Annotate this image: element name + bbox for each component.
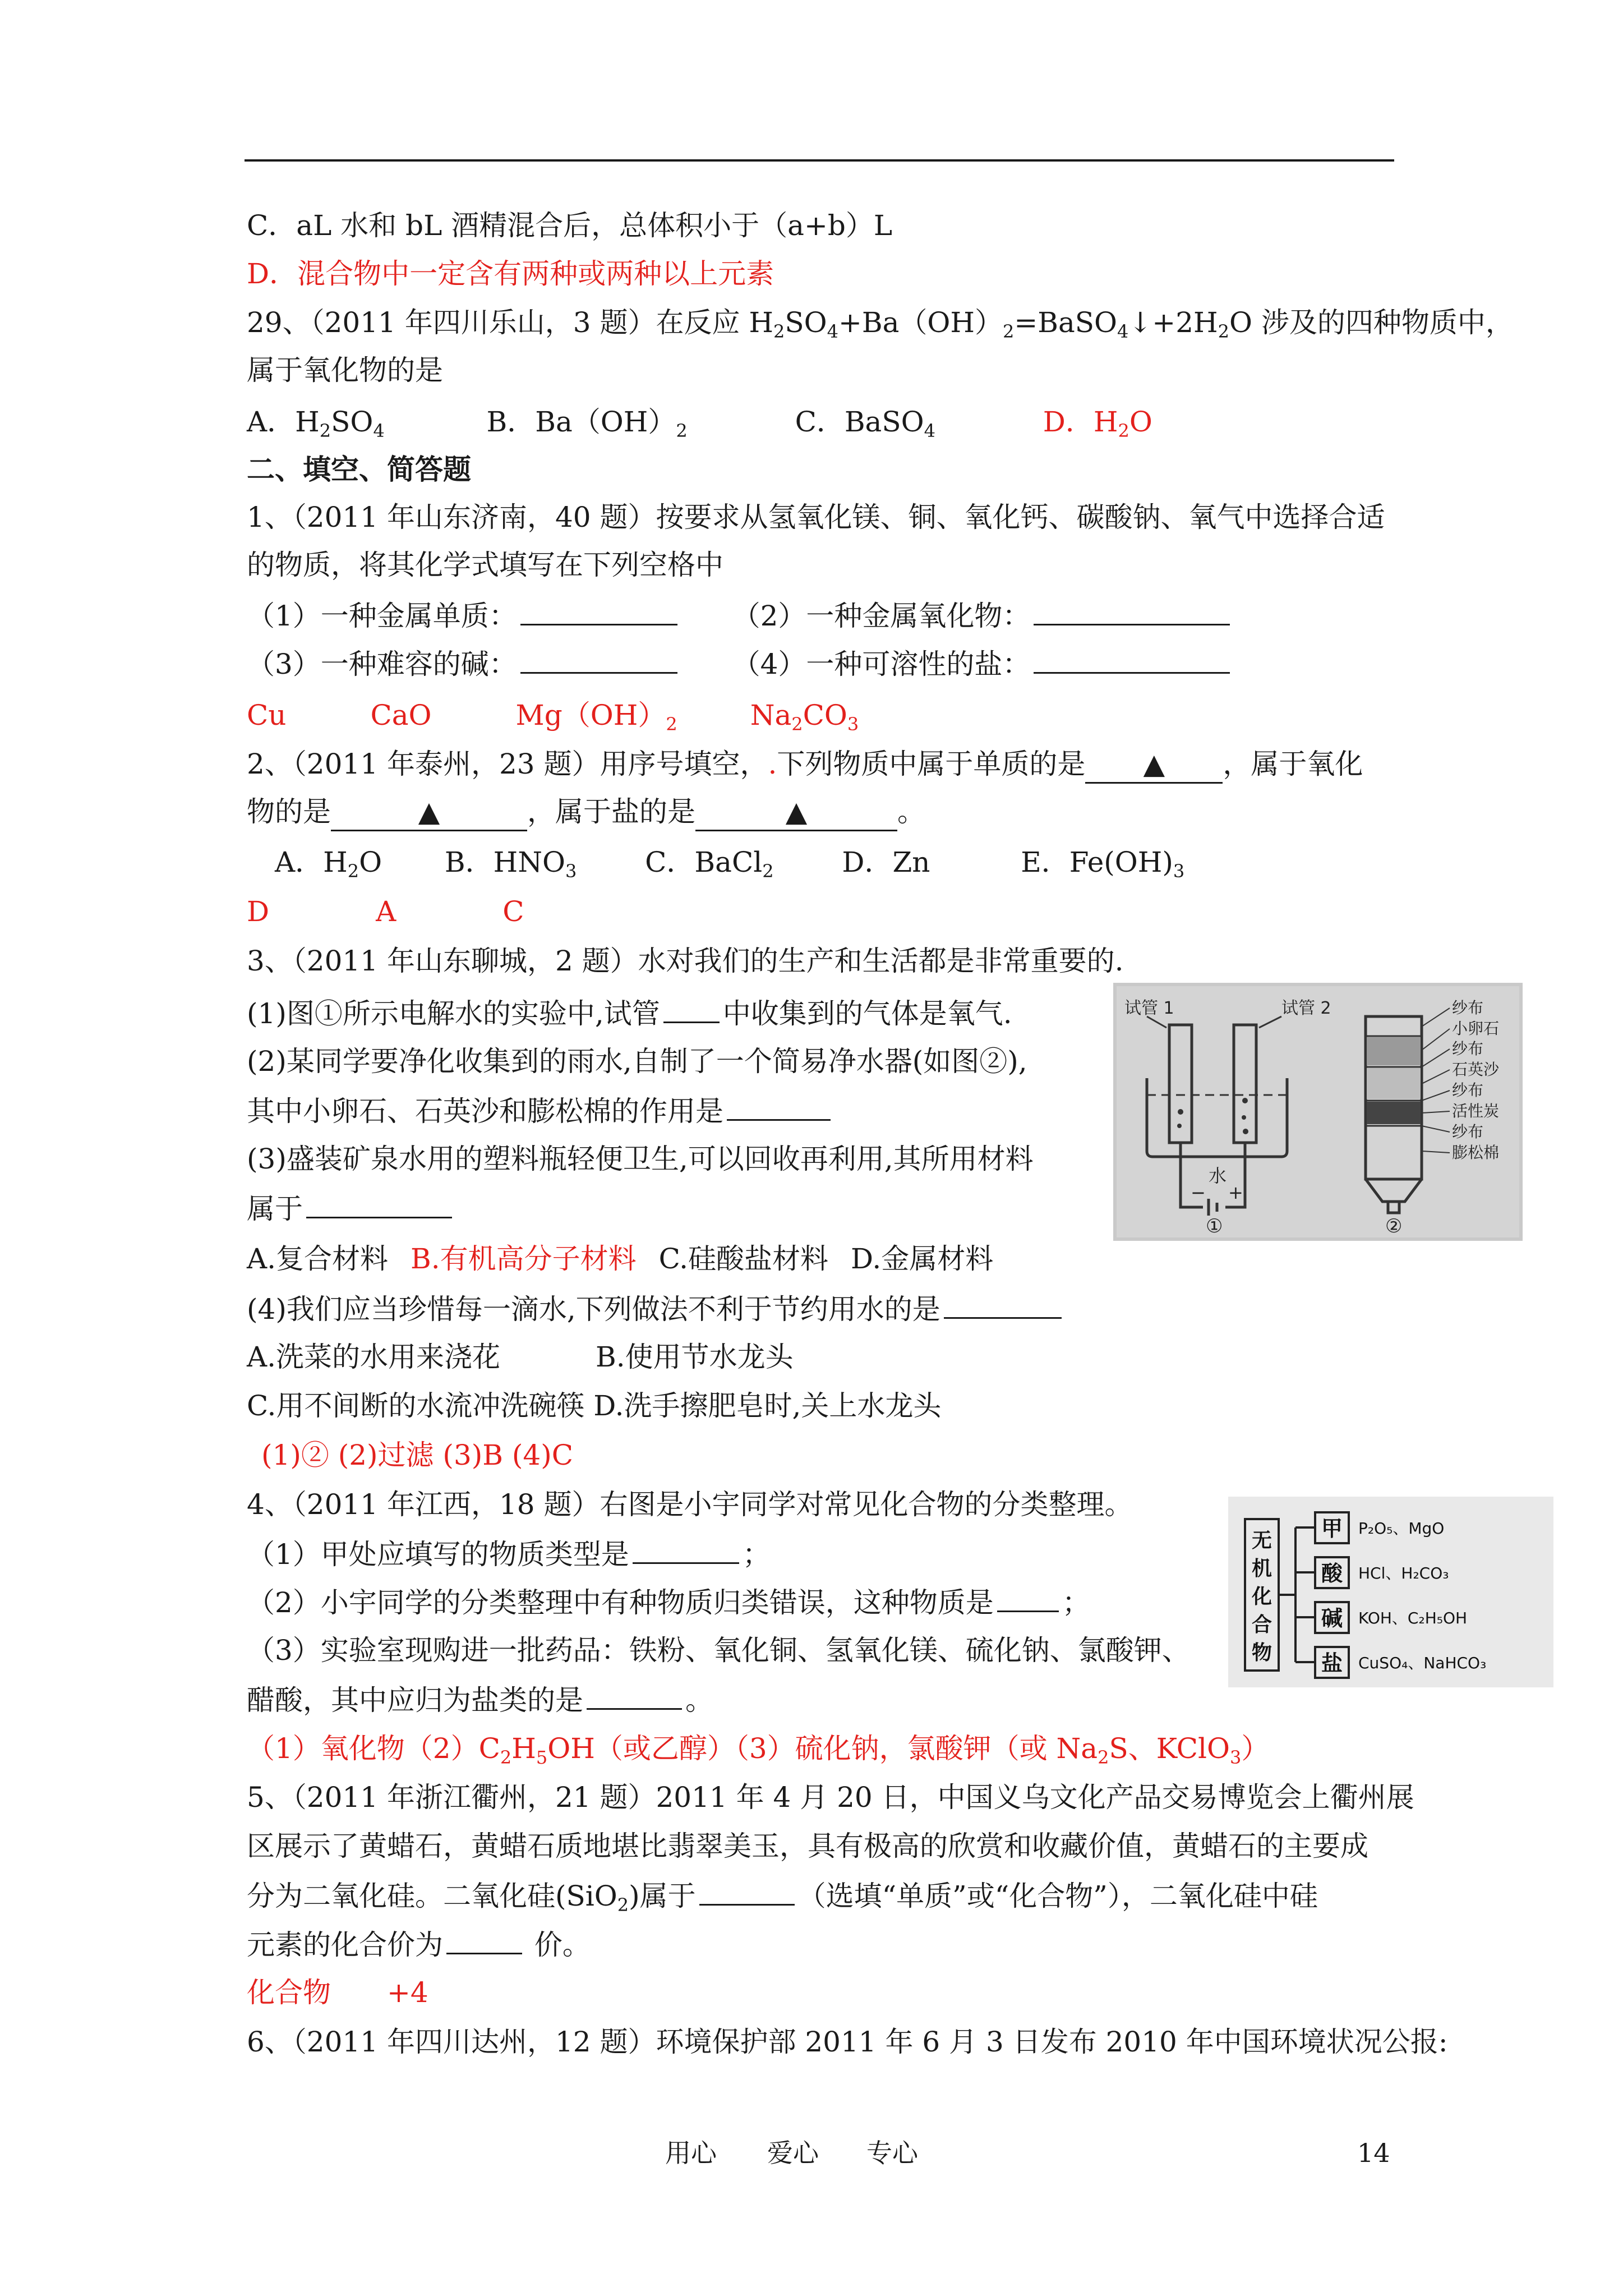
q3-part3-answer: B.有机高分子材料	[411, 1243, 637, 1275]
q5-stem-line3: 分为二氧化硅。二氧化硅(SiO$_2$)属于 （选填“单质”或“化合物”），二氧化硅中硅	[247, 1877, 1318, 1914]
answer-blank[interactable]: ▲	[1085, 746, 1223, 784]
svg-text:甲: 甲	[1321, 1516, 1343, 1541]
q5-stem-line4: 元素的化合价为 价。	[247, 1926, 591, 1963]
svg-text:石英沙: 石英沙	[1452, 1060, 1500, 1079]
svg-text:盐: 盐	[1321, 1651, 1343, 1676]
q29-option-c: C．BaSO$_4$	[795, 406, 935, 441]
svg-text:化: 化	[1252, 1585, 1272, 1608]
q6-stem: 6、（2011 年四川达州，12 题）环境保护部 2011 年 6 月 3 日发布 2010 年中国环境状况公报:	[247, 2026, 1448, 2058]
svg-text:纱布: 纱布	[1452, 1122, 1484, 1141]
header-rule	[245, 159, 1394, 162]
figure-compound-classification	[1228, 1497, 1553, 1687]
section-title: 二、填空、简答题	[247, 453, 471, 486]
q3-part4-options-ab: A.洗菜的水用来浇花 B.使用节水龙头	[247, 1341, 794, 1373]
footer-motto-1: 用心	[665, 2138, 717, 2168]
q3-part3-line2: 属于	[247, 1190, 455, 1227]
q29-stem: 29、（2011 年四川乐山，3 题）在反应 $H_2SO_4+Ba(OH)_2=BaSO_4↓+2H_2O$ 涉及的四种物质中，	[247, 306, 1514, 342]
q29-options	[247, 404, 1152, 440]
answer-blank[interactable]	[520, 597, 677, 625]
svg-text:−: −	[1191, 1182, 1206, 1203]
answer-blank[interactable]	[446, 1926, 522, 1954]
prev-option-c: C．aL 水和 bL 酒精混合后，总体积小于（a+b）L	[247, 209, 893, 242]
q2-answers: D A C	[247, 895, 524, 928]
q29-option-a: A．$H_2SO_4$	[247, 406, 385, 441]
q1-stem-line2: 的物质，将其化学式填写在下列空格中	[247, 549, 723, 581]
svg-text:KOH、C₂H₅OH: KOH、C₂H₅OH	[1358, 1609, 1468, 1627]
answer-blank[interactable]	[727, 1092, 831, 1121]
answer-blank[interactable]	[520, 645, 677, 674]
svg-text:碱: 碱	[1321, 1606, 1343, 1631]
svg-text:物: 物	[1252, 1641, 1272, 1664]
answer-blank[interactable]	[306, 1190, 452, 1218]
footer-motto-3: 专心	[866, 2138, 918, 2168]
svg-text:纱布: 纱布	[1452, 1081, 1484, 1099]
q3-part4-options-cd: C.用不间断的水流冲洗碗筷 D.洗手擦肥皂时,关上水龙头	[247, 1389, 942, 1422]
svg-text:②: ②	[1385, 1215, 1403, 1237]
svg-text:HCl、H₂CO₃: HCl、H₂CO₃	[1358, 1564, 1449, 1582]
q1-parts-1-2: （1）一种金属单质： （2）一种金属氧化物：	[247, 597, 1233, 634]
answer-blank[interactable]	[587, 1681, 682, 1710]
footer-motto-2: 爱心	[767, 2138, 819, 2168]
q1-answers: Cu CaO $Mg(OH)_2$ $Na_2CO_3$	[247, 699, 859, 735]
q5-stem: 5、（2011 年浙江衢州，21 题）2011 年 4 月 20 日，中国义乌文化产品交易博览会上衢州展	[247, 1781, 1414, 1814]
q3-part3: (3)盛装矿泉水用的塑料瓶轻便卫生,可以回收再利用,其所用材料	[247, 1143, 1034, 1175]
q2-stem-line2: 物的是 ▲ ，属于盐的是 ▲ 。	[247, 794, 925, 831]
answer-blank[interactable]	[699, 1877, 795, 1906]
answer-blank[interactable]	[997, 1584, 1059, 1612]
q29-stem-line2: 属于氧化物的是	[247, 354, 443, 386]
q1-parts-3-4: （3）一种难容的碱： （4）一种可溶性的盐：	[247, 645, 1233, 682]
q4-part3: （3）实验室现购进一批药品：铁粉、氧化铜、氢氧化镁、硫化钠、氯酸钾、	[247, 1634, 1190, 1667]
svg-text:合: 合	[1252, 1613, 1272, 1636]
q3-part2-line2: 其中小卵石、石英沙和膨松棉的作用是	[247, 1092, 834, 1129]
q3-answers: (1)② (2)过滤 (3)B (4)C	[261, 1439, 573, 1471]
svg-text:活性炭: 活性炭	[1452, 1102, 1500, 1120]
q1-stem: 1、（2011 年山东济南，40 题）按要求从氢氧化镁、铜、氧化钙、碳酸钠、氧气中选择合适	[247, 501, 1385, 533]
svg-text:无: 无	[1252, 1529, 1272, 1552]
svg-text:小卵石: 小卵石	[1452, 1019, 1500, 1038]
figure-electrolysis-and-filter	[1113, 983, 1523, 1241]
q5-stem-line2: 区展示了黄蜡石，黄蜡石质地堪比翡翠美玉，具有极高的欣赏和收藏价值，黄蜡石的主要成	[247, 1830, 1368, 1862]
answer-blank[interactable]: ▲	[331, 794, 527, 831]
q3-part1: (1)图①所示电解水的实验中,试管 中收集到的气体是氧气.	[247, 995, 1012, 1032]
q2-options: A．$H_2O$ B．$HNO_3$ C．BaCl$_2$ D．Zn E．$Fe(OH)_3$	[275, 846, 1185, 882]
prev-option-d-answer: D．混合物中一定含有两种或两种以上元素	[247, 257, 774, 290]
svg-text:①: ①	[1206, 1215, 1223, 1237]
svg-text:试管 2: 试管 2	[1281, 999, 1331, 1018]
q3-stem: 3、（2011 年山东聊城，2 题）水对我们的生产和生活都是非常重要的.	[247, 945, 1124, 977]
svg-text:机: 机	[1252, 1557, 1272, 1580]
q3-part2: (2)某同学要净化收集到的雨水,自制了一个简易净水器(如图②),	[247, 1045, 1027, 1078]
answer-blank[interactable]	[633, 1535, 739, 1564]
q4-answers: （1）氧化物$(2)C_2H_5OH$（或乙醇）（3）硫化钠，氯酸钾（或 $Na_2S$、KClO$_3$）	[247, 1732, 1270, 1768]
svg-text:+: +	[1228, 1182, 1243, 1203]
q2-stem: 2、（2011 年泰州，23 题）用序号填空，.下列物质中属于单质的是 ▲ ，属于氧化	[247, 746, 1363, 784]
answer-blank[interactable]	[944, 1290, 1062, 1319]
svg-text:膨松棉: 膨松棉	[1452, 1143, 1500, 1162]
q3-part3-options: A.复合材料 B.有机高分子材料 C.硅酸盐材料 D.金属材料	[247, 1243, 994, 1275]
svg-text:纱布: 纱布	[1452, 1039, 1484, 1058]
svg-text:CuSO₄、NaHCO₃: CuSO₄、NaHCO₃	[1358, 1654, 1487, 1672]
svg-text:P₂O₅、MgO: P₂O₅、MgO	[1358, 1519, 1445, 1538]
answer-blank[interactable]	[1034, 597, 1230, 625]
q4-part2: （2）小宇同学的分类整理中有种物质归类错误，这种物质是 ；	[247, 1584, 1090, 1621]
answer-blank[interactable]	[663, 995, 720, 1023]
answer-blank[interactable]	[1034, 645, 1230, 674]
q4-part1: （1）甲处应填写的物质类型是 ；	[247, 1535, 771, 1572]
svg-text:酸: 酸	[1321, 1561, 1343, 1586]
svg-text:试管 1: 试管 1	[1124, 999, 1174, 1018]
svg-text:水: 水	[1209, 1165, 1227, 1186]
svg-text:纱布: 纱布	[1452, 999, 1484, 1017]
answer-blank[interactable]: ▲	[695, 794, 897, 831]
q3-part4: (4)我们应当珍惜每一滴水,下列做法不利于节约用水的是	[247, 1290, 1065, 1327]
classification-root-label	[1251, 1529, 1272, 1664]
q4-stem: 4、（2011 年江西，18 题）右图是小宇同学对常见化合物的分类整理。	[247, 1488, 1133, 1521]
q29-option-b: B．$Ba(OH)_2$	[486, 406, 688, 441]
q4-part3-line2: 醋酸，其中应归为盐类的是 。	[247, 1681, 713, 1718]
page-number: 14	[1357, 2138, 1390, 2168]
q29-option-d-answer: D．$H_2O$	[1043, 406, 1152, 441]
q5-answers: 化合物 +4	[247, 1976, 428, 2009]
